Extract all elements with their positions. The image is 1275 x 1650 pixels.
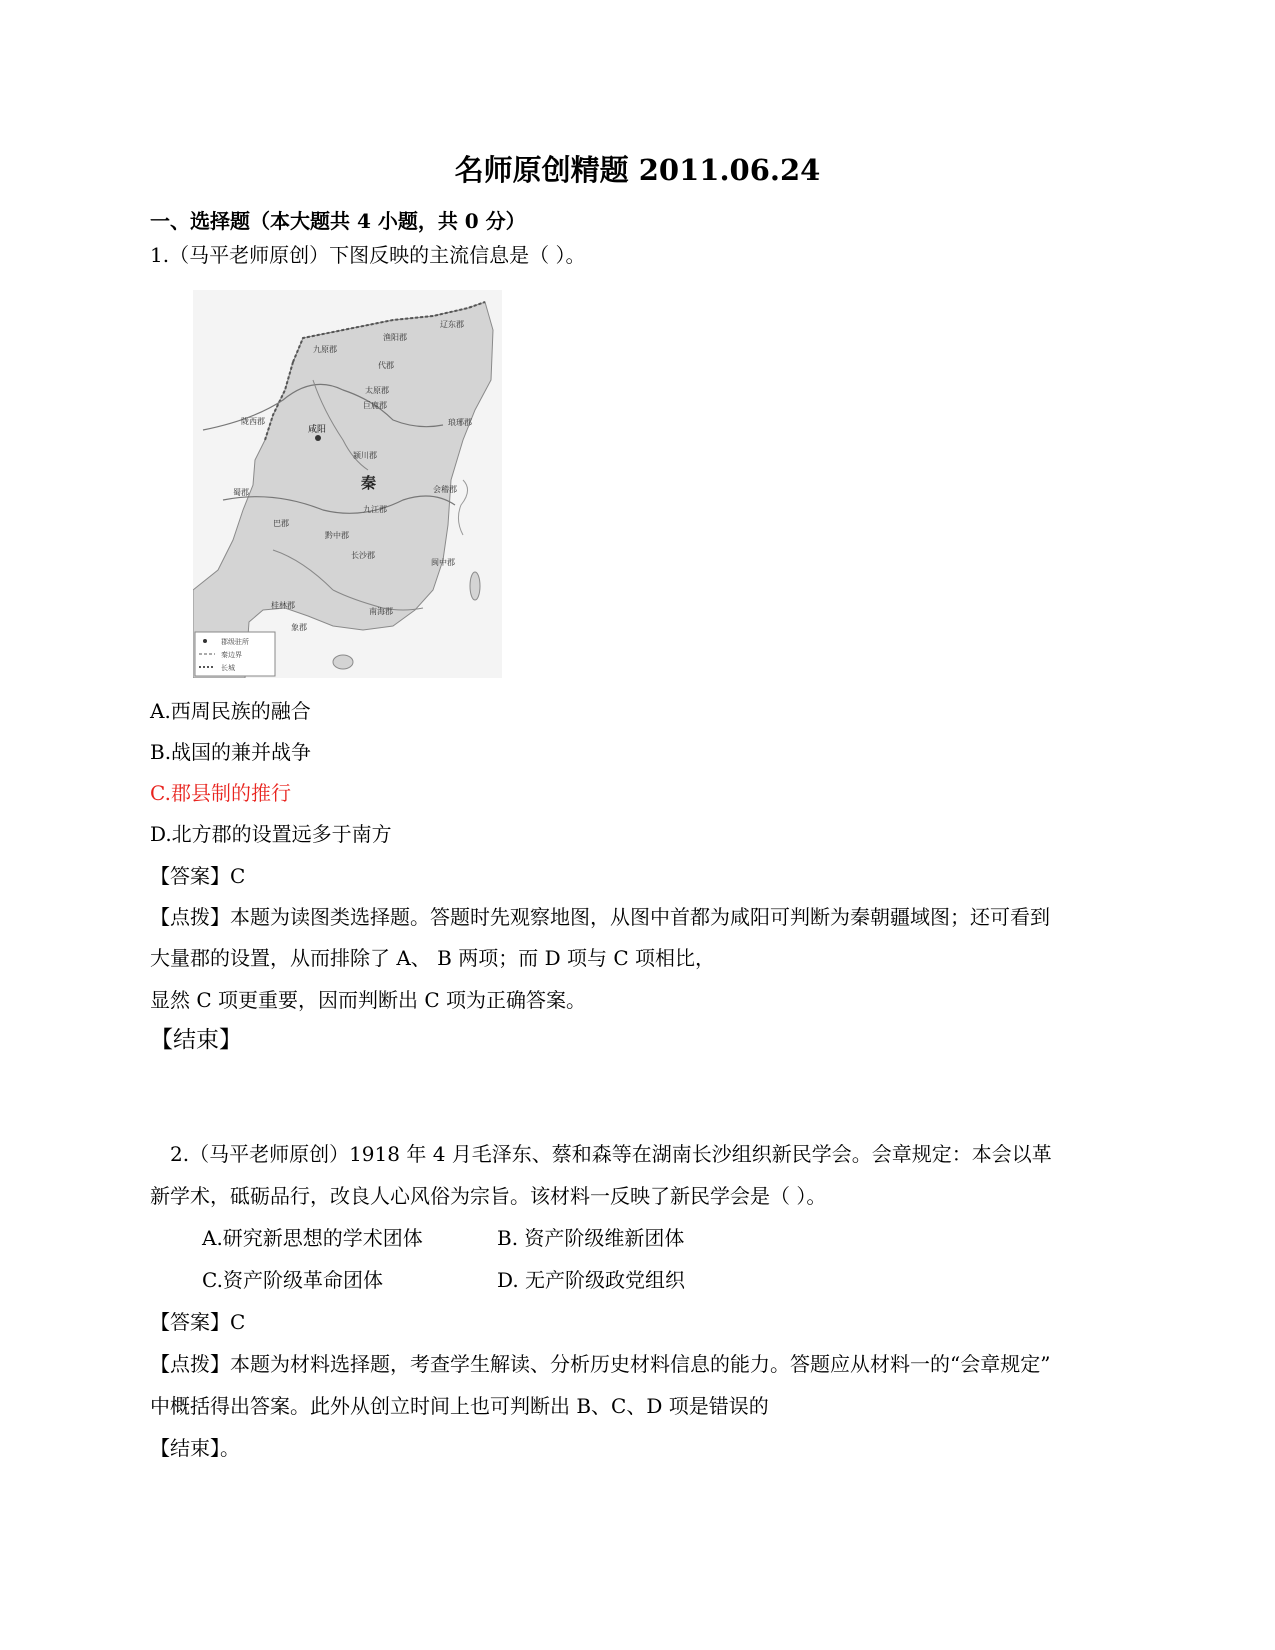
map-label: 长沙郡: [351, 551, 375, 560]
q2-end-marker: 【结束】。: [150, 1436, 240, 1460]
map-label: 象郡: [291, 623, 307, 632]
qin-dynasty-map: [193, 290, 502, 678]
q2-hint-line: 【点拨】本题为材料选择题，考查学生解读、分析历史材料信息的能力。答题应从材料一的“会章规定”: [150, 1352, 1051, 1376]
map-label: 九原郡: [313, 345, 337, 354]
section-heading: 一、选择题（本大题共 4 小题，共 0 分）: [150, 209, 526, 233]
map-label: 琅琊郡: [448, 418, 472, 427]
map-label: 九江郡: [363, 505, 387, 514]
q2-hint-line: 中概括得出答案。此外从创立时间上也可判断出 B、C、D 项是错误的: [150, 1394, 769, 1418]
map-label-capital: 咸阳: [308, 425, 327, 435]
q1-option-a: A.西周民族的融合: [150, 699, 311, 723]
map-label: 闽中郡: [431, 558, 455, 567]
q1-option-d: D.北方郡的设置远多于南方: [150, 822, 392, 846]
q1-end-marker: 【结束】: [150, 1027, 242, 1053]
q1-option-b: B.战国的兼并战争: [150, 740, 312, 764]
map-label: 蜀郡: [233, 488, 249, 497]
map-label: 辽东郡: [440, 320, 464, 329]
q2-option-d: D. 无产阶级政党组织: [497, 1268, 686, 1292]
q2-stem-line: 新学术，砥砺品行，改良人心风俗为宗旨。该材料一反映了新民学会是（ ）。: [150, 1184, 827, 1208]
map-label: 黔中郡: [325, 531, 349, 540]
map-label: 巴郡: [273, 519, 289, 528]
q1-stem: 1.（马平老师原创）下图反映的主流信息是（ ）。: [150, 243, 586, 267]
document-title: 名师原创精题 2011.06.24: [454, 153, 821, 187]
map-label: 渔阳郡: [383, 333, 407, 342]
map-label: 太原郡: [365, 386, 389, 395]
map-label: 陇西郡: [241, 417, 265, 426]
q1-hint-line: 大量郡的设置，从而排除了 A、 B 两项；而 D 项与 C 项相比，: [150, 946, 715, 970]
map-label: 颍川郡: [353, 451, 377, 460]
legend-label: 郡级驻所: [221, 638, 249, 646]
q2-option-a: A.研究新思想的学术团体: [202, 1226, 423, 1250]
map-label-state: 秦: [361, 474, 377, 492]
legend-label: 长城: [221, 664, 235, 672]
map-label: 桂林郡: [271, 601, 295, 610]
q1-hint-line: 显然 C 项更重要，因而判断出 C 项为正确答案。: [150, 988, 587, 1012]
q2-option-b: B. 资产阶级维新团体: [497, 1226, 685, 1250]
map-label: 南海郡: [369, 607, 393, 616]
q2-answer: 【答案】C: [150, 1310, 246, 1334]
q2-option-c: C.资产阶级革命团体: [202, 1268, 383, 1292]
map-graphic: [193, 290, 502, 678]
q1-option-c-correct: C.郡县制的推行: [150, 781, 291, 805]
map-label: 会稽郡: [433, 485, 457, 494]
q2-stem-line: 2.（马平老师原创）1918 年 4 月毛泽东、蔡和森等在湖南长沙组织新民学会。会章规定：本会以革: [170, 1142, 1052, 1166]
q1-hint-line: 【点拨】本题为读图类选择题。答题时先观察地图，从图中首都为咸阳可判断为秦朝疆域图；还可看到: [150, 905, 1050, 929]
map-label: 巨鹿郡: [363, 401, 387, 410]
legend-label: 秦边界: [221, 651, 242, 659]
map-label: 代郡: [378, 361, 394, 370]
q1-answer: 【答案】C: [150, 864, 246, 888]
